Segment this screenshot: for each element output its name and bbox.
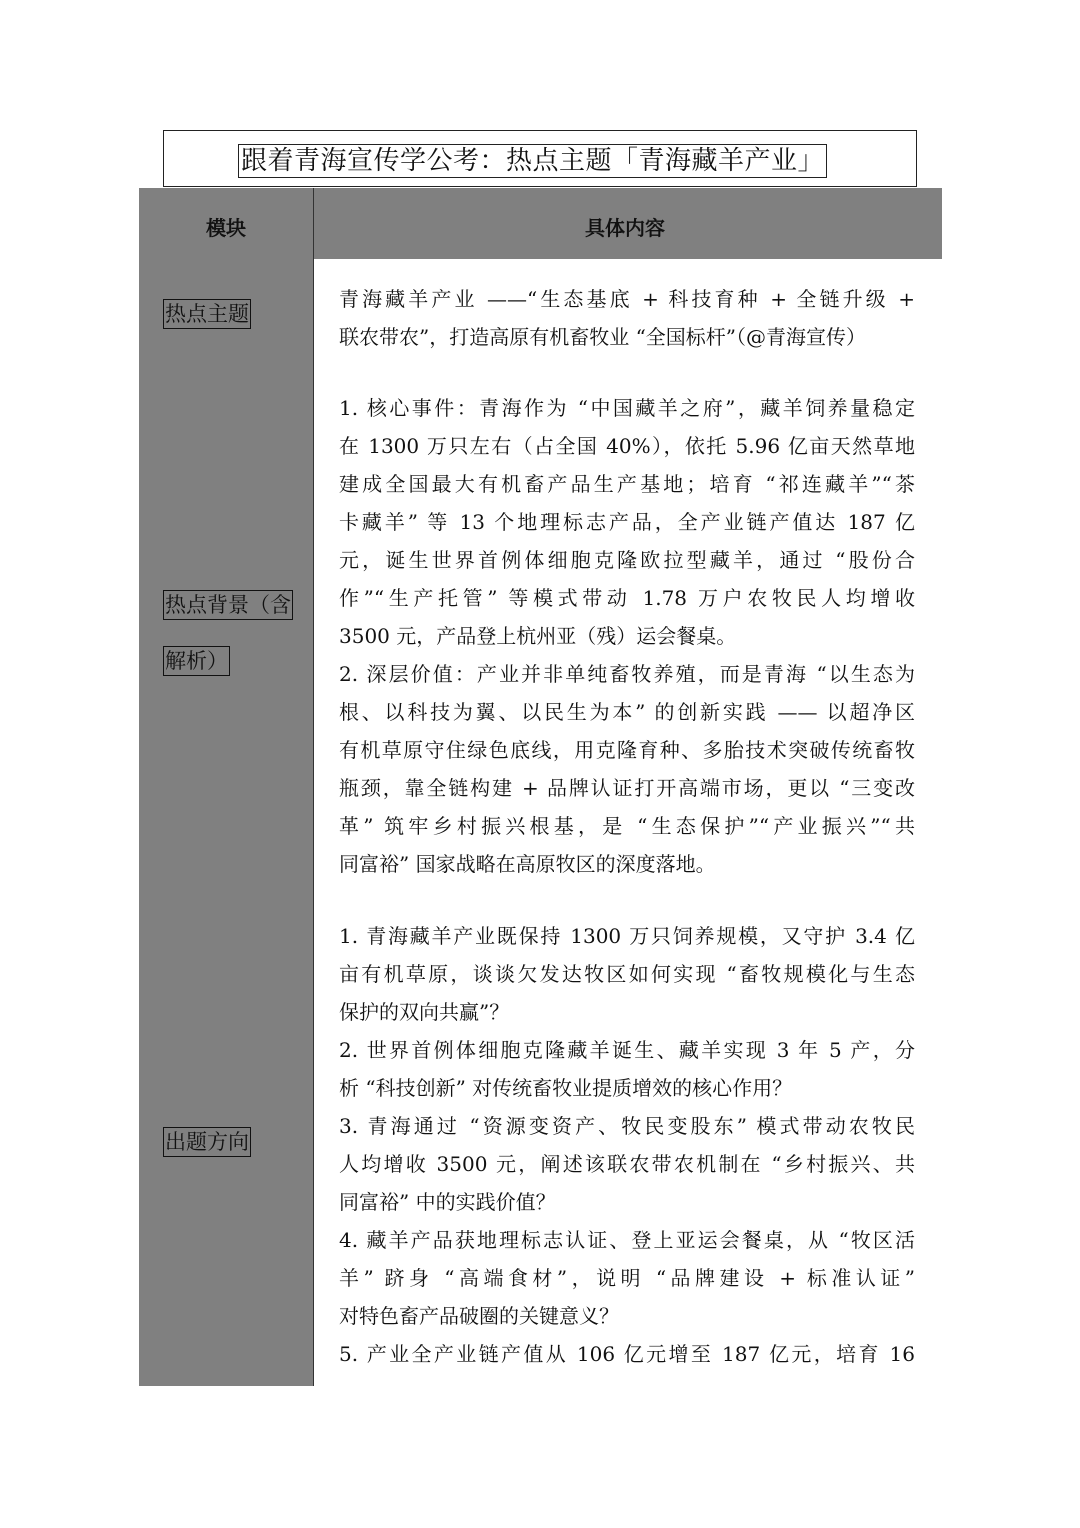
content-line: 元，诞生世界首例体细胞克隆欧拉型藏羊，通过 “股份合 bbox=[339, 548, 915, 572]
module-column bbox=[139, 188, 314, 1386]
content-line: 羊” 跻身 “高端食材”，说明 “品牌建设 + 标准认证” bbox=[339, 1266, 915, 1290]
content-line: 作”“生产托管” 等模式带动 1.78 万户农牧民人均增收 bbox=[339, 586, 915, 610]
content-line: 亩有机草原，谈谈欠发达牧区如何实现 “畜牧规模化与生态 bbox=[339, 962, 915, 986]
header-module: 模块 bbox=[206, 216, 246, 240]
content-line: 2. 深层价值：产业并非单纯畜牧养殖，而是青海 “以生态为 bbox=[339, 662, 915, 686]
content-line: 3500 元，产品登上杭州亚（残）运会餐桌。 bbox=[339, 624, 737, 648]
content-line: 保护的双向共赢”？ bbox=[339, 1000, 510, 1024]
content-line: 瓶颈，靠全链构建 + 品牌认证打开高端市场，更以 “三变改 bbox=[339, 776, 915, 800]
content-line: 同富裕” 国家战略在高原牧区的深度落地。 bbox=[339, 852, 716, 876]
page-title: 跟着青海宣传学公考：热点主题「青海藏羊产业」 bbox=[238, 144, 827, 178]
row-label-line: 解析） bbox=[163, 646, 230, 676]
content-line: 有机草原守住绿色底线，用克隆育种、多胎技术突破传统畜牧 bbox=[339, 738, 915, 762]
row-label-line: 出题方向 bbox=[163, 1127, 251, 1157]
content-line: 根、以科技为翼、以民生为本” 的创新实践 —— 以超净区 bbox=[339, 700, 915, 724]
row-label-line: 热点主题 bbox=[163, 299, 251, 329]
content-line: 1. 青海藏羊产业既保持 1300 万只饲养规模，又守护 3.4 亿 bbox=[339, 924, 915, 948]
content-line: 革” 筑牢乡村振兴根基，是 “生态保护”“产业振兴”“共 bbox=[339, 814, 915, 838]
content-line: 同富裕” 中的实践价值？ bbox=[339, 1190, 556, 1214]
content-line: 2. 世界首例体细胞克隆藏羊诞生、藏羊实现 3 年 5 产，分 bbox=[339, 1038, 915, 1062]
content-line: 3. 青海通过 “资源变资产、牧民变股东” 模式带动农牧民 bbox=[339, 1114, 915, 1138]
content-line: 卡藏羊” 等 13 个地理标志产品，全产业链产值达 187 亿 bbox=[339, 510, 915, 534]
content-line: 建成全国最大有机畜产品生产基地；培育 “祁连藏羊”“茶 bbox=[339, 472, 915, 496]
content-line: 人均增收 3500 元，阐述该联农带农机制在 “乡村振兴、共 bbox=[339, 1152, 915, 1176]
row-label-background bbox=[163, 590, 293, 620]
header-content: 具体内容 bbox=[585, 216, 665, 240]
content-line: 对特色畜产品破圈的关键意义？ bbox=[339, 1304, 619, 1328]
content-line: 5. 产业全产业链产值从 106 亿元增至 187 亿元，培育 16 bbox=[339, 1342, 915, 1366]
content-line: 在 1300 万只左右（占全国 40%），依托 5.96 亿亩天然草地 bbox=[339, 434, 915, 458]
content-line: 4. 藏羊产品获地理标志认证、登上亚运会餐桌，从 “牧区活 bbox=[339, 1228, 915, 1252]
content-line: 析 “科技创新” 对传统畜牧业提质增效的核心作用？ bbox=[339, 1076, 793, 1100]
row-label-hot-topic bbox=[163, 299, 251, 329]
row-label-question-direction bbox=[163, 1127, 251, 1157]
content-line: 青海藏羊产业 ——“生态基底 + 科技育种 + 全链升级 + bbox=[339, 287, 915, 311]
content-line: 联农带农”，打造高原有机畜牧业 “全国标杆”（@青海宣传） bbox=[339, 325, 867, 349]
row-label-background-cont bbox=[163, 646, 230, 676]
row-label-line: 热点背景（含 bbox=[163, 590, 293, 620]
content-line: 1. 核心事件：青海作为 “中国藏羊之府”，藏羊饲养量稳定 bbox=[339, 396, 915, 420]
